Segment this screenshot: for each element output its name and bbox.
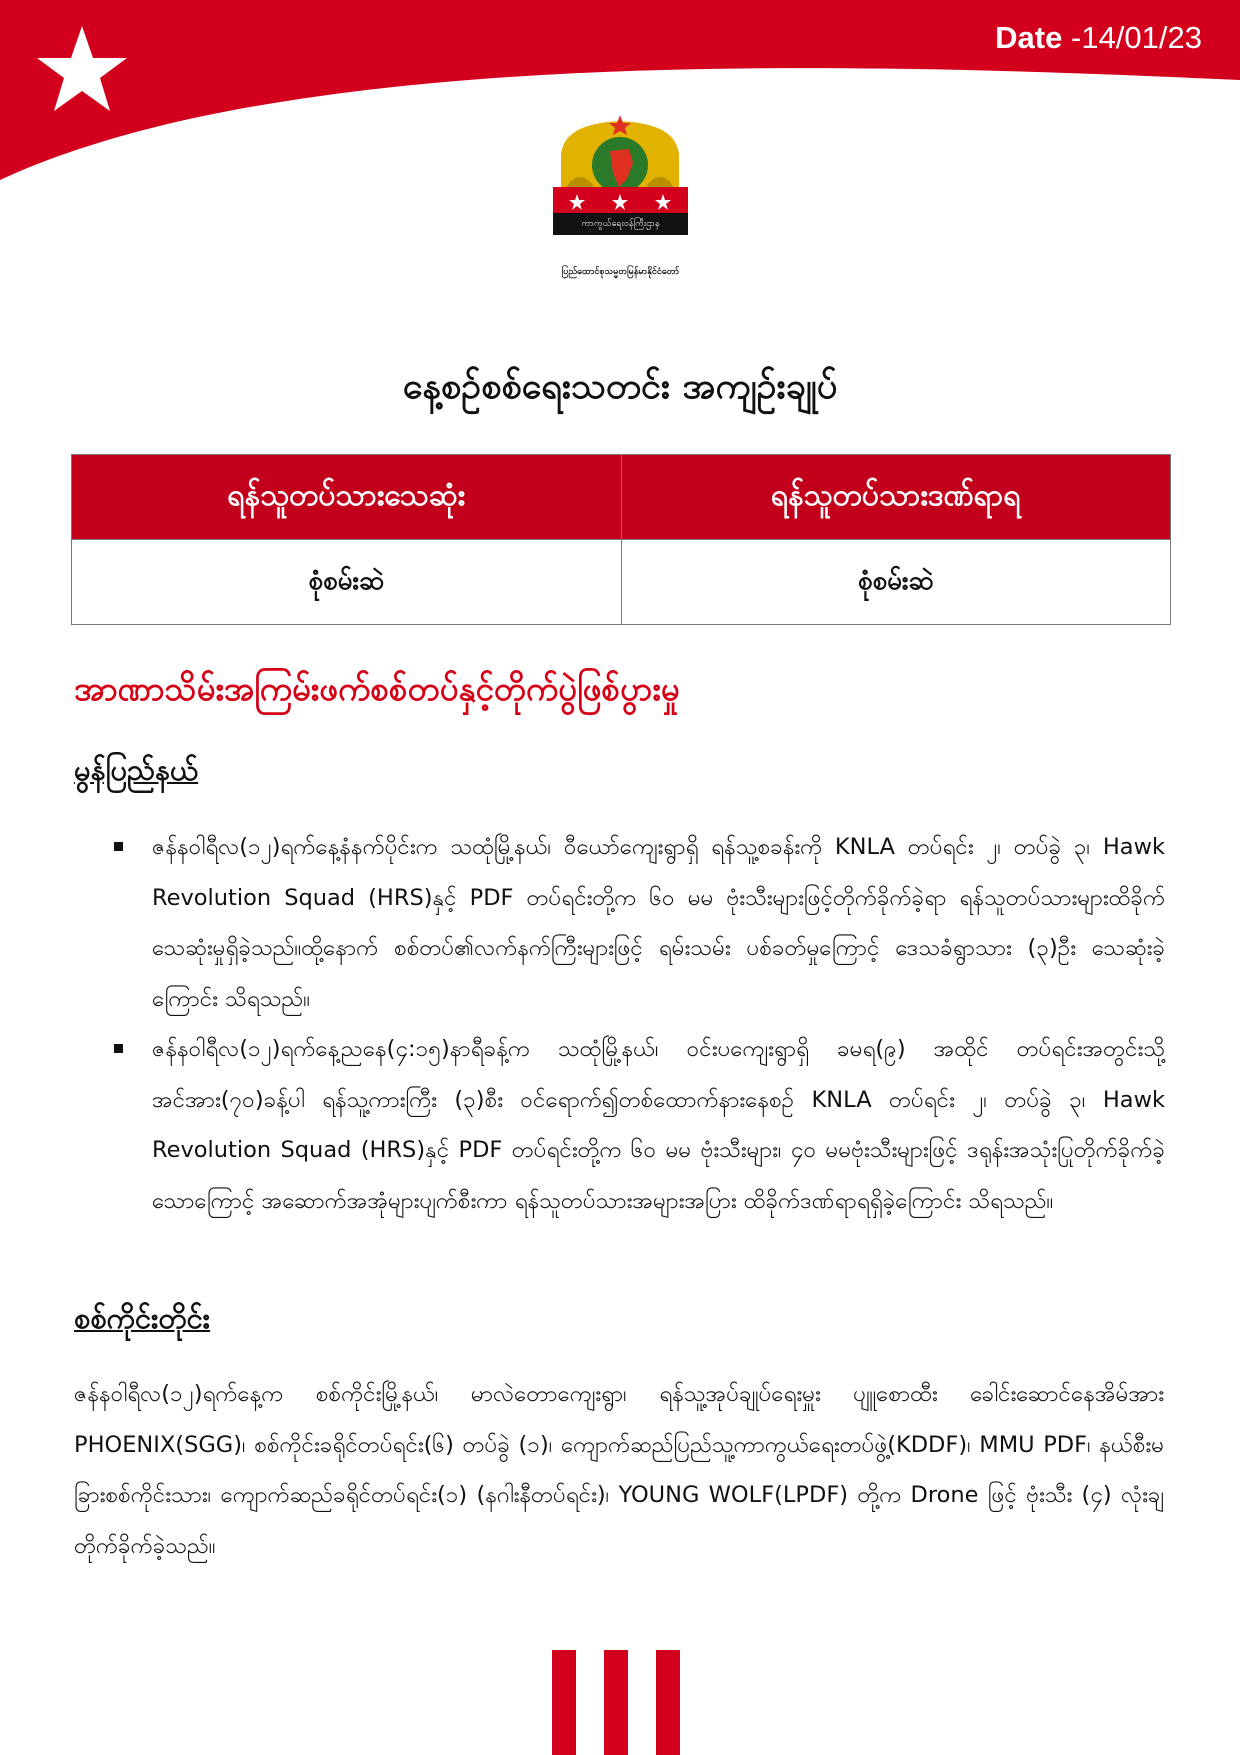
- wounded-header: ရန်သူတပ်သားဒဏ်ရာရ: [621, 455, 1171, 540]
- state-emblem-icon: [553, 115, 688, 285]
- page-title: နေ့စဉ်စစ်ရေးသတင်း အကျဉ်းချုပ်: [402, 366, 838, 407]
- region-heading-sagaing: စစ်ကိုင်းတိုင်း: [74, 1301, 211, 1335]
- emblem-caption: ပြည်ထောင်စုသမ္မတမြန်မာနိုင်ငံတော်: [561, 267, 680, 277]
- mon-report-list: [110, 822, 1165, 1226]
- date-label: Date -14/01/23: [995, 20, 1202, 55]
- emblem-banner-text: ကာကွယ်ရေးဝန်ကြီးဌာန: [581, 219, 660, 229]
- killed-header: ရန်သူတပ်သားသေဆုံး: [72, 455, 622, 540]
- footer-bars: [552, 1650, 680, 1755]
- killed-value: စုံစမ်းဆဲ: [72, 540, 622, 625]
- sagaing-report: ဇန်နဝါရီလ(၁၂)ရက်နေ့က စစ်ကိုင်းမြို့နယ်၊ မာလဲတောကျေးရွာ၊ ရန်သူ့အုပ်ချုပ်ရေးမှူး ပျူစောထီး ခေါင်းဆောင်နေအိမ်အား PHOENIX(SGG)၊ စစ်ကိုင်းခရိုင်တပ်ရင်း(၆) တပ်ခွဲ (၁)၊ ကျောက်ဆည်ပြည်သူ့ကာကွယ်ရေးတပ်ဖွဲ့(KDDF)၊ MMU PDF၊ နယ်စီးမခြားစစ်ကိုင်းသား၊ ကျောက်ဆည်ခရိုင်တပ်ရင်း(၁) (နဂါးနီတပ်ရင်း)၊ YOUNG WOLF(LPDF) တို့က Drone ဖြင့် ဗုံးသီး (၄) လုံးချတိုက်ခိုက်ခဲ့သည်။: [74, 1381, 1164, 1559]
- list-item: ဇန်နဝါရီလ(၁၂)ရက်နေ့ညနေ(၄:၁၅)နာရီခန့်က သထုံမြို့နယ်၊ ဝင်းပကျေးရွာရှိ ခမရ(၉) အထိုင် တပ်ရင်းအတွင်းသို့ အင်အား(၇၀)ခန့်ပါ ရန်သူ့ကားကြီး (၃)စီး ဝင်ရောက်၍တစ်ထောက်နားနေစဉ် KNLA တပ်ရင်း ၂၊ တပ်ခွဲ ၃၊ Hawk Revolution Squad (HRS)နှင့် PDF တပ်ရင်းတို့က ၆၀ မမ ဗုံးသီးများ၊ ၄၀ မမဗုံးသီးများဖြင့် ဒရုန်းအသုံးပြုတိုက်ခိုက်ခဲ့သောကြောင့် အဆောက်အအုံများပျက်စီးကာ ရန်သူတပ်သားအများအပြား ထိခိုက်ဒဏ်ရာရရှိခဲ့ကြောင်း သိရသည်။: [110, 1024, 1165, 1226]
- region-heading-mon: မွန်ပြည်နယ်: [74, 753, 199, 787]
- section-title: အာဏာသိမ်းအကြမ်းဖက်စစ်တပ်နှင့်တိုက်ပွဲဖြစ်ပွားမှု: [74, 669, 680, 708]
- casualty-table: [71, 454, 1171, 625]
- state-emblem: [553, 115, 688, 285]
- wounded-value: စုံစမ်းဆဲ: [621, 540, 1171, 625]
- list-item: ဇန်နဝါရီလ(၁၂)ရက်နေ့နံနက်ပိုင်းက သထုံမြို့နယ်၊ ဝီယော်ကျေးရွာရှိ ရန်သူ့စခန်းကို KNLA တပ်ရင်း ၂၊ တပ်ခွဲ ၃၊ Hawk Revolution Squad (HRS)နှင့် PDF တပ်ရင်းတို့က ၆၀ မမ ဗုံးသီးများဖြင့်တိုက်ခိုက်ခဲ့ရာ ရန်သူတပ်သားများထိခိုက်သေဆုံးမှုရှိခဲ့သည်။ထို့နောက် စစ်တပ်၏လက်နက်ကြီးများဖြင့် ရမ်းသမ်း ပစ်ခတ်မှုကြောင့် ဒေသခံရွာသား (၃)ဦး သေဆုံးခဲ့ကြောင်း သိရသည်။: [110, 822, 1165, 1024]
